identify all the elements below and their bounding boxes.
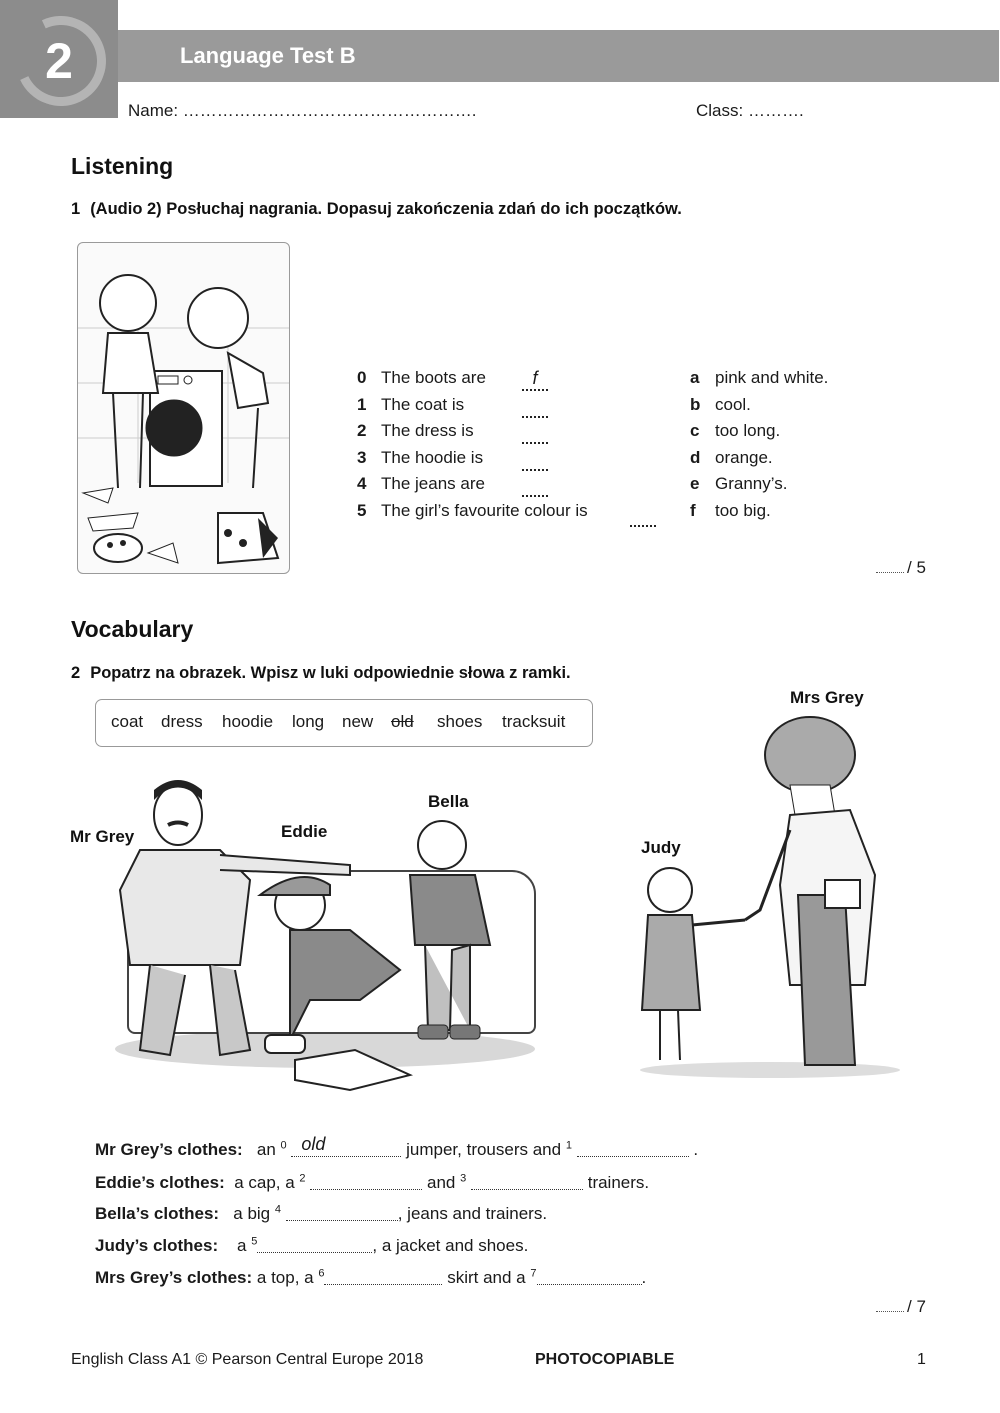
item-number: 2 — [357, 421, 367, 440]
ending-row — [690, 395, 950, 422]
instruction-text: Popatrz na obrazek. Wpisz w luki odpowiednie słowa z ramki. — [90, 664, 571, 682]
ending-text: orange. — [715, 447, 773, 467]
judy-and-mrs-grey-icon — [620, 715, 900, 1080]
gap-4[interactable] — [286, 1204, 398, 1221]
gap-number: 0 — [280, 1139, 287, 1152]
sentence-label: Mr Grey’s clothes: — [95, 1140, 243, 1159]
ending-text: too long. — [715, 421, 781, 440]
ending-text: too big. — [715, 500, 771, 520]
vocabulary-heading: Vocabulary — [71, 616, 194, 642]
gap-number: 1 — [565, 1139, 572, 1152]
title-bar — [118, 30, 999, 82]
instruction-text: (Audio 2) Posłuchaj nagrania. Dopasuj zakończenia zdań do ich początków. — [90, 200, 682, 218]
beginning-text: The dress is — [381, 421, 474, 440]
listening-score — [876, 558, 926, 578]
item-number: 1 — [357, 394, 367, 414]
example-answer: old — [301, 1134, 326, 1154]
sentence-label: Bella’s clothes: — [95, 1204, 220, 1223]
beginning-row — [357, 395, 677, 422]
gap-number: 2 — [299, 1172, 306, 1185]
sentence-text: skirt and a — [447, 1268, 526, 1287]
word-dress: dress — [161, 712, 203, 731]
sentence-text: and — [427, 1173, 456, 1192]
unit-badge — [0, 0, 118, 118]
laundry-illustration — [77, 242, 290, 574]
gap-number: 6 — [318, 1267, 325, 1280]
beginning-text: The girl’s favourite colour is — [381, 500, 588, 520]
gap-3[interactable] — [471, 1173, 583, 1190]
answer-blank[interactable]: f — [522, 368, 548, 391]
sentence-text: a top, a — [256, 1268, 314, 1287]
label-mr-grey: Mr Grey — [70, 827, 135, 846]
beginning-row — [357, 421, 677, 448]
sentence-text: a big — [233, 1204, 271, 1223]
sentence-text: a cap, a — [234, 1173, 295, 1192]
exercise-number: 1 — [71, 200, 81, 218]
ending-row — [690, 501, 950, 528]
unit-number: 2 — [45, 33, 73, 89]
word-tracksuit: tracksuit — [502, 712, 566, 731]
answer-blank[interactable] — [522, 395, 548, 418]
exercise-2-instruction — [71, 664, 571, 683]
sentence-mrs-grey — [95, 1266, 646, 1288]
score-total: / 5 — [907, 558, 926, 577]
gap-5[interactable] — [257, 1236, 372, 1253]
beginning-text: The boots are — [381, 368, 486, 387]
sentence-judy — [95, 1234, 528, 1256]
sentence-label: Mrs Grey’s clothes: — [95, 1268, 253, 1287]
answer-blank[interactable] — [522, 448, 548, 471]
answer-blank[interactable] — [522, 474, 548, 497]
family-on-sofa-icon — [110, 770, 550, 1110]
sentence-text: jumper, trousers and — [406, 1140, 562, 1159]
footer-photocopiable: PHOTOCOPIABLE — [535, 1351, 675, 1368]
sentence-label: Judy’s clothes: — [95, 1236, 219, 1255]
item-number: 4 — [357, 474, 367, 493]
ending-row — [690, 448, 950, 475]
item-number: 3 — [357, 447, 367, 467]
sentence-text: , jeans and trainers. — [397, 1204, 548, 1223]
page-number: 1 — [917, 1351, 926, 1368]
beginning-text: The coat is — [381, 394, 465, 414]
score-blank[interactable] — [876, 1311, 904, 1312]
laundry-scene-icon — [78, 243, 289, 573]
word-shoes: shoes — [437, 712, 483, 731]
gap-number: 3 — [460, 1172, 467, 1185]
beginning-row — [357, 501, 677, 528]
word-new: new — [342, 712, 374, 731]
word-box — [95, 699, 593, 747]
gap-number: 7 — [530, 1267, 537, 1280]
ending-text: Granny’s. — [715, 474, 788, 493]
exercise-number: 2 — [71, 664, 81, 682]
sentence-text: trainers. — [587, 1173, 650, 1192]
beginning-row — [357, 448, 677, 475]
sentence-endings — [690, 368, 950, 527]
word-long: long — [292, 712, 325, 731]
ending-letter: c — [690, 421, 700, 440]
score-total: / 7 — [907, 1297, 926, 1316]
beginning-text: The hoodie is — [381, 447, 484, 467]
ending-row — [690, 368, 950, 395]
beginning-row — [357, 474, 677, 501]
word-coat: coat — [111, 712, 144, 731]
item-number: 5 — [357, 500, 367, 520]
ending-row — [690, 474, 950, 501]
name-field[interactable]: Name: ……………………………………………. — [128, 101, 477, 120]
gap-number: 5 — [251, 1235, 258, 1248]
page-title: Language Test B — [180, 43, 356, 68]
sentence-text: . — [641, 1268, 647, 1287]
gap-1[interactable] — [577, 1140, 689, 1157]
ending-text: cool. — [715, 394, 751, 414]
sentence-text: , a jacket and shoes. — [372, 1236, 529, 1255]
gap-6[interactable] — [324, 1268, 442, 1285]
sentence-mr-grey — [95, 1134, 699, 1160]
ending-row — [690, 421, 950, 448]
label-mrs-grey: Mrs Grey — [790, 688, 864, 707]
gap-2[interactable] — [310, 1173, 422, 1190]
ending-text: pink and white. — [715, 368, 829, 387]
ending-letter: a — [690, 368, 700, 387]
answer-blank[interactable] — [630, 504, 656, 527]
item-number: 0 — [357, 368, 367, 387]
ending-letter: b — [690, 394, 701, 414]
label-eddie: Eddie — [281, 822, 328, 841]
sentence-bella — [95, 1202, 547, 1224]
sentence-text: a — [237, 1236, 247, 1255]
gap-number: 4 — [274, 1203, 281, 1216]
class-field[interactable]: Class: ………. — [696, 101, 804, 120]
ending-letter: f — [690, 500, 696, 520]
word-hoodie: hoodie — [222, 712, 274, 731]
exercise-1-instruction — [71, 200, 682, 219]
label-judy: Judy — [641, 838, 681, 857]
footer-copyright: English Class A1 © Pearson Central Europe 2018 — [71, 1351, 424, 1368]
gap-7[interactable] — [537, 1268, 642, 1285]
ending-letter: d — [690, 447, 701, 467]
sentence-label: Eddie’s clothes: — [95, 1173, 225, 1192]
sentence-beginnings — [357, 368, 677, 527]
listening-heading: Listening — [71, 153, 174, 179]
gap-0-example[interactable] — [291, 1134, 401, 1157]
sentence-text: an — [256, 1140, 276, 1159]
label-bella: Bella — [428, 792, 469, 811]
sentence-text: . — [693, 1140, 699, 1159]
ending-letter: e — [690, 474, 700, 493]
beginning-text: The jeans are — [381, 474, 485, 493]
sentence-eddie — [95, 1171, 649, 1193]
vocabulary-score — [876, 1297, 926, 1317]
beginning-row — [357, 368, 677, 395]
word-old-crossed: old — [391, 712, 414, 731]
answer-blank[interactable] — [522, 421, 548, 444]
score-blank[interactable] — [876, 572, 904, 573]
